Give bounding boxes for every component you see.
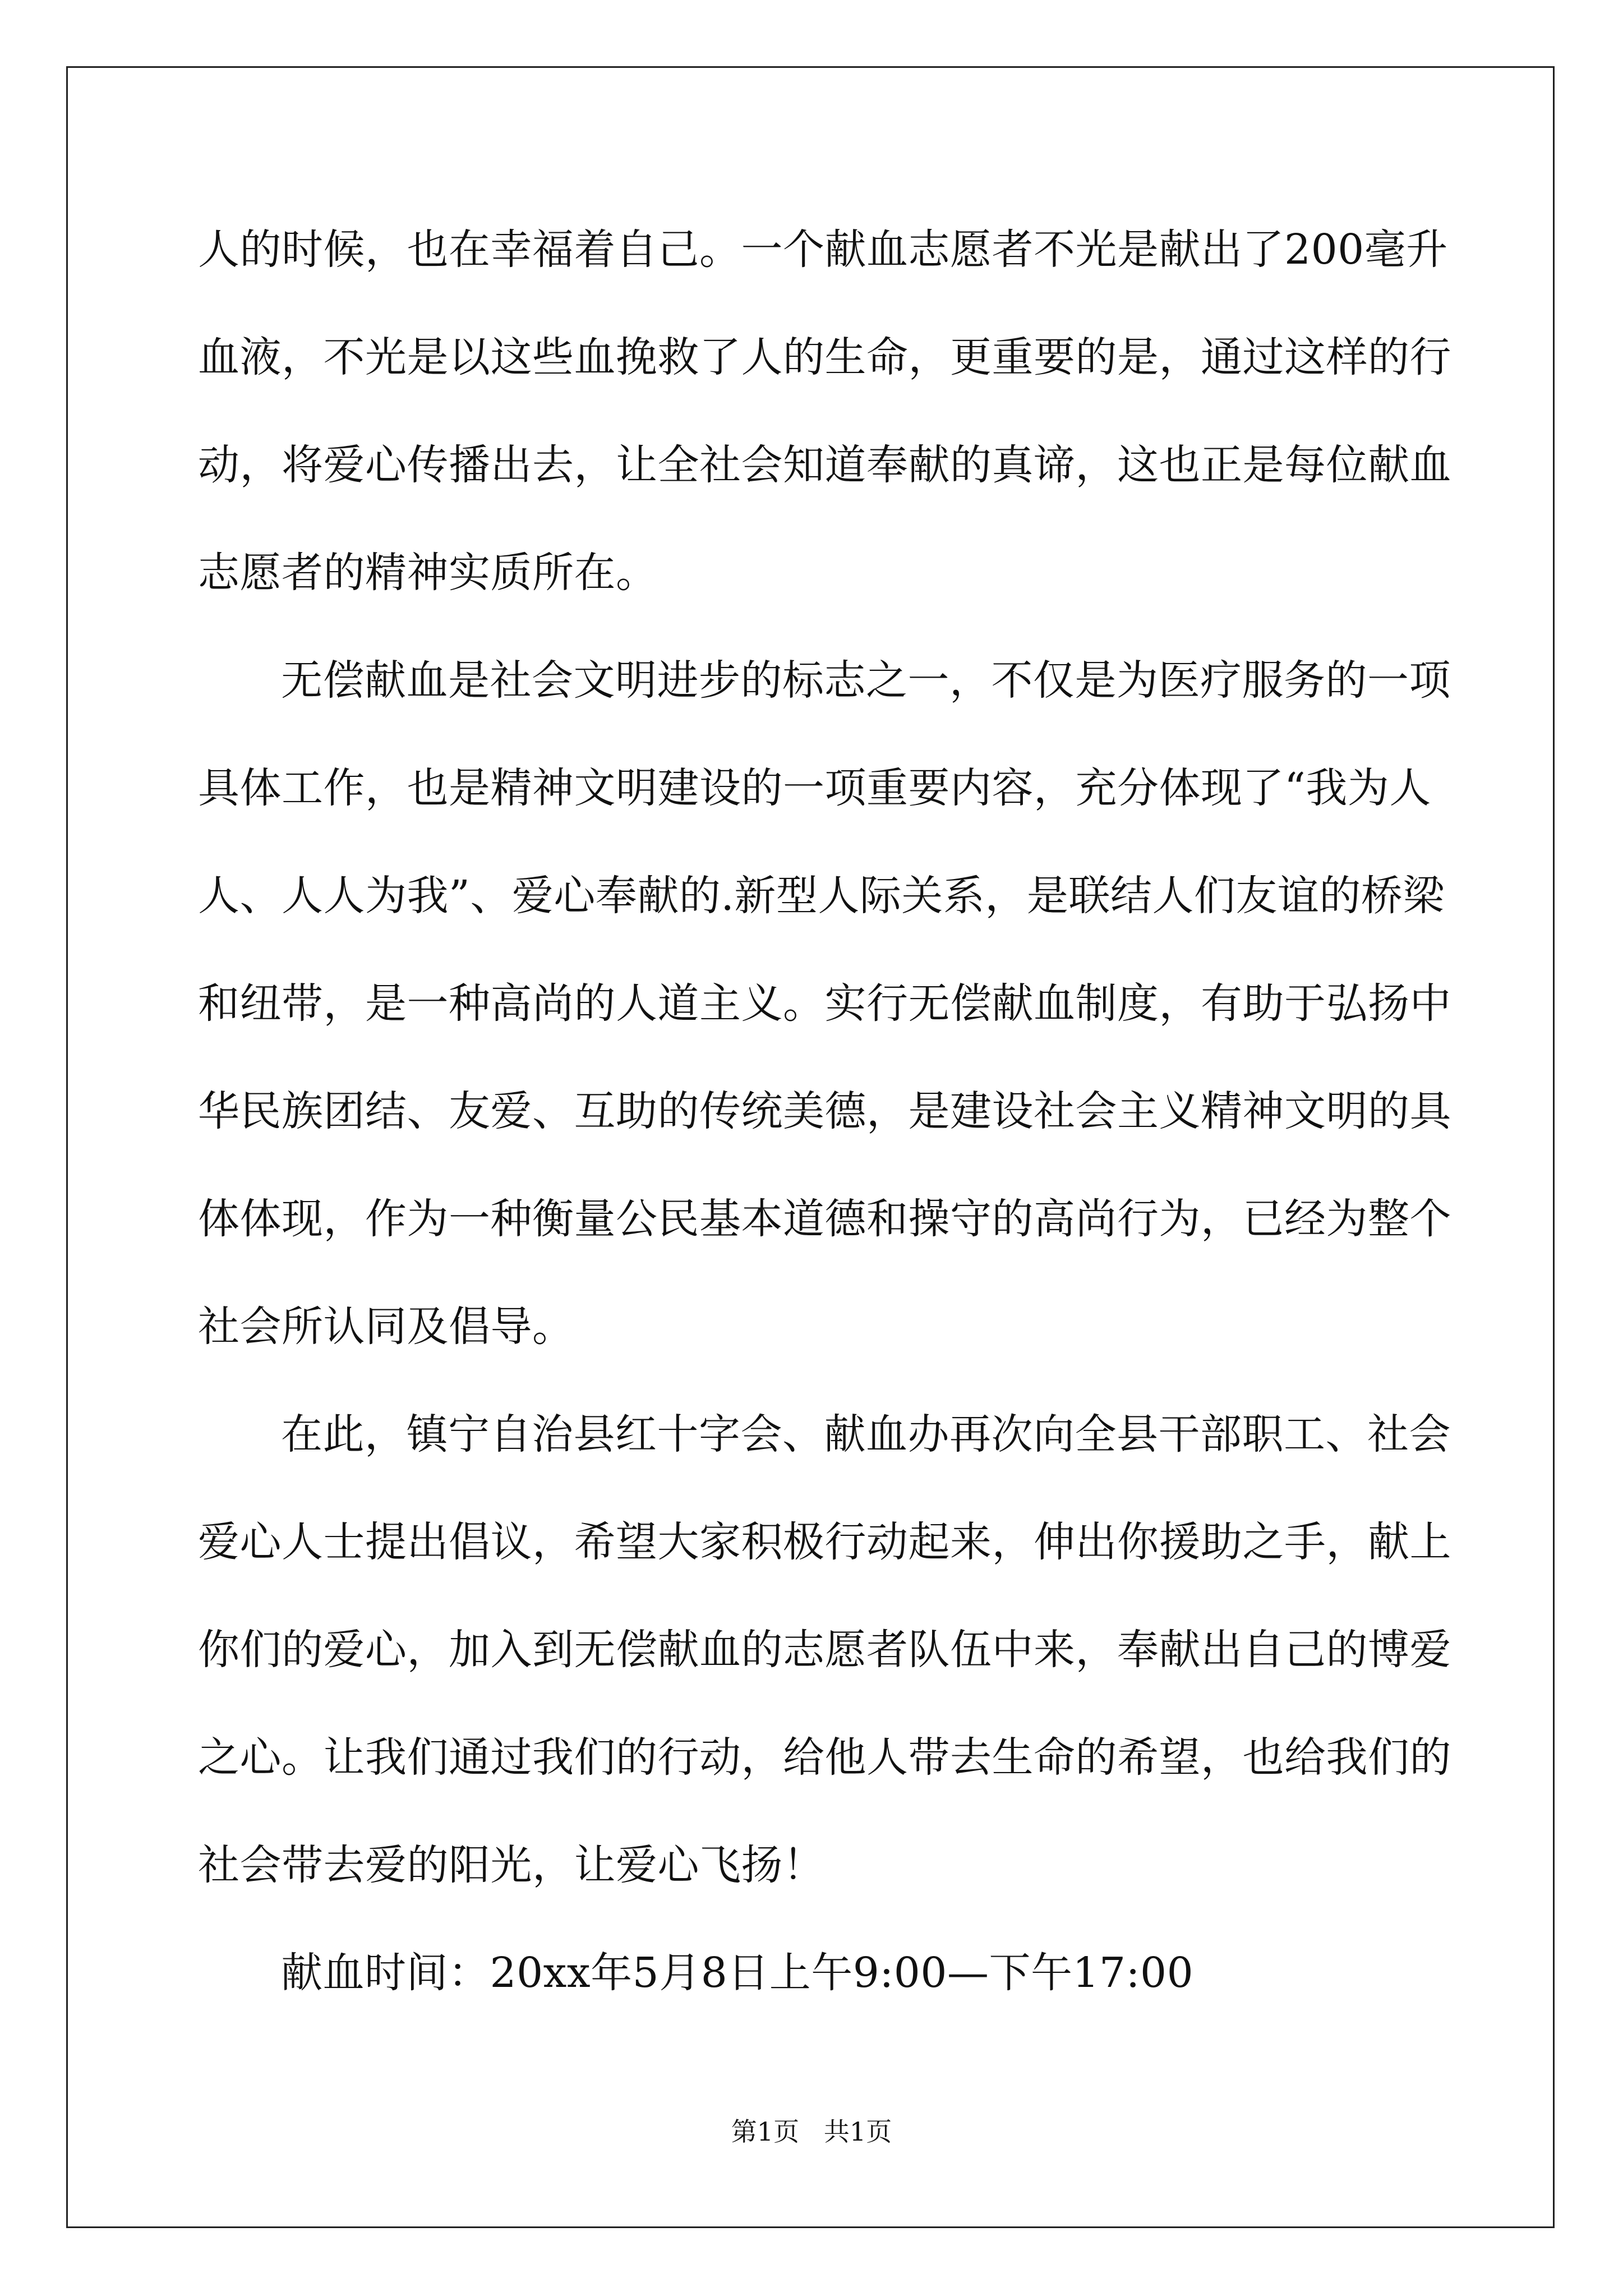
paragraph-first-line: 在此，镇宁自治县红十字会、献血办再次向全县干部职工、社会 [281, 1410, 1451, 1458]
text-line: 体体现，作为一种衡量公民基本道德和操守的高尚行为，已经为整个 [198, 1195, 1451, 1243]
paragraph-first-line: 无偿献血是社会文明进步的标志之一，不仅是为医疗服务的一项 [281, 656, 1451, 705]
text-line: 社会所认同及倡导。 [198, 1303, 574, 1351]
text-line: 之心。让我们通过我们的行动，给他人带去生命的希望，也给我们的 [198, 1733, 1451, 1782]
text-line: 动，将爱心传播出去，让全社会知道奉献的真谛，这也正是每位献血 [198, 441, 1451, 489]
donation-time-line: 献血时间：20xx年5月8日上午9:00—下午17:00 [281, 1949, 1194, 1997]
text-line: 爱心人士提出倡议，希望大家积极行动起来，伸出你援助之手，献上 [198, 1518, 1451, 1566]
text-line: 你们的爱心，加入到无偿献血的志愿者队伍中来，奉献出自己的博爱 [198, 1626, 1451, 1674]
text-line: 人的时候，也在幸福着自己。一个献血志愿者不光是献出了200毫升 [198, 226, 1448, 274]
page-number-footer: 第1页 共1页 [731, 2116, 892, 2147]
text-line: 社会带去爱的阳光，让爱心飞扬！ [198, 1841, 825, 1889]
text-line: 华民族团结、友爱、互助的传统美德，是建设社会主义精神文明的具 [198, 1087, 1451, 1135]
text-line: 志愿者的精神实质所在。 [198, 549, 658, 597]
text-line: 血液，不光是以这些血挽救了人的生命，更重要的是，通过这样的行 [198, 333, 1451, 381]
text-line: 和纽带，是一种高尚的人道主义。实行无偿献血制度，有助于弘扬中 [198, 979, 1451, 1028]
text-line: 具体工作，也是精神文明建设的一项重要内容，充分体现了“我为人 [198, 764, 1431, 812]
text-line: 人、人人为我”、爱心奉献的.新型人际关系，是联结人们友谊的桥梁 [198, 872, 1445, 920]
